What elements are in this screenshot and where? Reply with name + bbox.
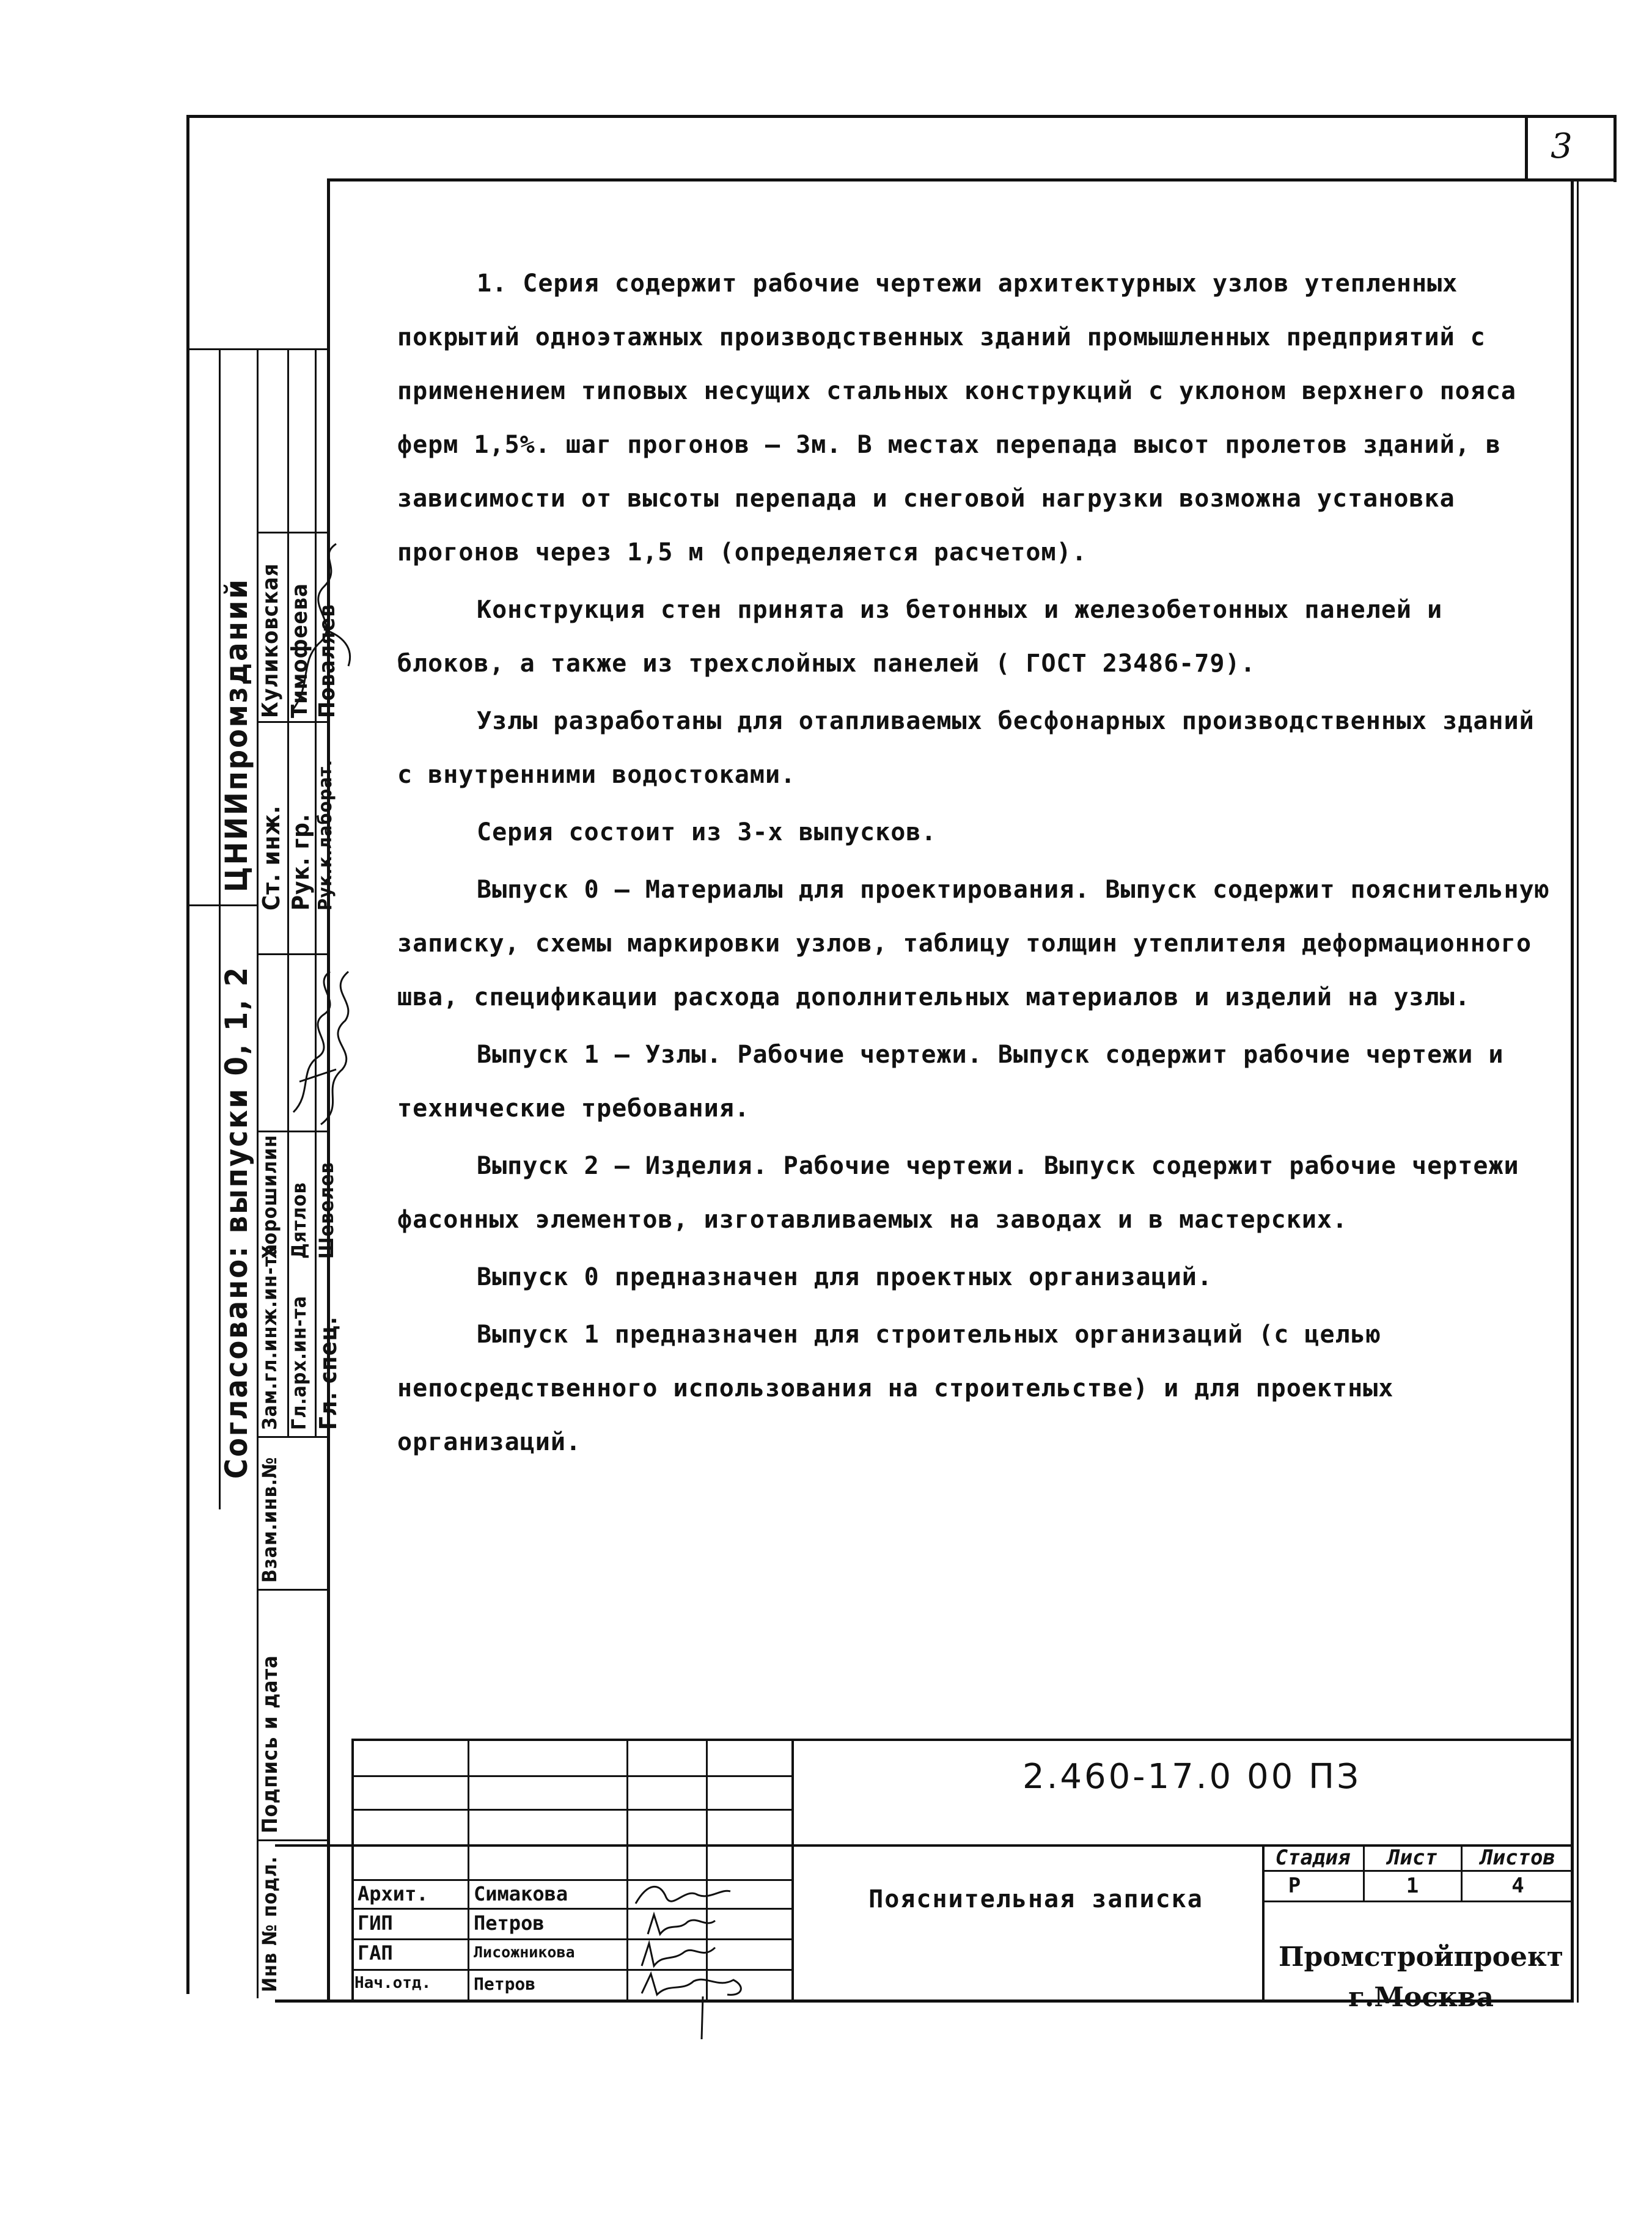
approval-header: Согласовано: выпуски 0, 1, 2 [219,965,254,1479]
name-povalyaev: Поваляев [315,604,340,718]
sheet-number: 3 [1551,126,1573,166]
approval-sep-9 [257,1839,327,1841]
role-st-inzh: Ст. инж. [258,805,285,911]
paragraph-1: 1. Серия содержит рабочие чертежи архитектурных узлов утепленных покрытий одноэтажных производственных зданий промышленных предприятий с применением типовых несущих стальных конструкций с уклоном верхнего пояса ферм 1,5%. шаг прогонов – 3м. В местах перепада высот пролетов зданий, в зависимости от высоты перепада и снеговой нагрузки возможна установка прогонов через 1,5 м (определяется расчетом). [397,269,1516,566]
approval-sep-1 [186,348,327,350]
name-petrov-2: Петров [474,1974,536,1994]
name-simakova: Симакова [474,1882,568,1905]
tb-top [351,1739,1574,1741]
doc-name: Пояснительная записка [868,1885,1203,1913]
approval-sep-3 [257,721,327,723]
signature-petrov-2 [636,1969,752,2042]
stamp-inv-no: Взам.инв.№ [258,1456,281,1583]
role-zam-gl-inzh: Зам.гл.инж.ин-та [258,1243,281,1430]
paragraph-2: Конструкция стен принята из бетонных и железобетонных панелей и блоков, а также из трехслойных панелей ( ГОСТ 23486-79). [397,596,1443,678]
name-dyatlov: Дятлов [287,1182,310,1259]
paragraph-3: Узлы разработаны для отапливаемых бесфонарных производственных зданий с внутренними водостоками. [397,707,1535,789]
role-arkhit: Архит. [358,1882,428,1905]
signature-approval-2 [315,966,364,1131]
approval-sep-2 [257,532,327,533]
approval-sep-4 [186,904,257,906]
role-nach-otd: Нач.отд. [354,1974,431,1992]
doc-code: 2.460-17.0 00 ПЗ [1022,1757,1362,1797]
name-petrov-1: Петров [474,1912,545,1935]
org-city: г.Москва [1348,1982,1494,2013]
signature-simakova [630,1876,733,1913]
inner-frame-right [1571,178,1574,2003]
sheets-value: 4 [1511,1874,1524,1898]
name-lisozhnikova: Лисожникова [474,1943,575,1961]
tb-v2 [468,1739,469,2001]
approval-sep-5 [257,953,327,955]
org-name: Промстройпроект [1278,1941,1564,1973]
name-shevelev: Шевелев [315,1162,338,1259]
approval-org: ЦНИИпромзданий [219,577,254,892]
signature-petrov-1 [642,1910,721,1940]
role-ruk-gr: Рук. гр. [287,813,314,911]
sheet-value: 1 [1406,1874,1419,1898]
role-gl-spec: Гл. спец. [315,1316,342,1430]
paragraph-6: Выпуск 1 – Узлы. Рабочие чертежи. Выпуск содержит рабочие чертежи и технические требования. [397,1041,1504,1123]
role-gl-arh: Гл.арх.ин-та [287,1295,310,1430]
inner-frame-right-ext [1577,178,1579,2003]
signature-lisozhnikova [636,1938,721,1972]
inner-frame-top [327,178,1617,181]
body-text [397,257,1558,1473]
organization [1268,1937,1574,2018]
paragraph-9: Выпуск 1 предназначен для строительных организаций (с целью непосредственного использования на строительстве) и для проектных организаций. [397,1321,1394,1456]
stamp-inv-orig: Инв № подл. [258,1856,281,1992]
paragraph-7: Выпуск 2 – Изделия. Рабочие чертежи. Выпуск содержит рабочие чертежи фасонных элементов, изготавливаемых на заводах и в мастерских. [397,1152,1519,1234]
name-timofeeva: Тимофеева [287,583,312,718]
role-gap: ГАП [358,1941,393,1965]
name-khoroshilin: Хорошилин [258,1134,281,1259]
paragraph-5: Выпуск 0 – Материалы для проектирования. Выпуск содержит пояснительную записку, схемы маркировки узлов, таблицу толщин утеплителя деформационного шва, спецификации расхода дополнительных материалов и изделий на узлы. [397,876,1550,1011]
approval-sep-8 [257,1589,327,1591]
stage-header: Стадия [1275,1846,1351,1870]
tb-h2 [351,1809,791,1811]
tb-v3 [626,1739,628,2001]
paragraph-4: Серия состоит из 3-х выпусков. [477,818,937,846]
tb-v1 [351,1739,354,2001]
outer-frame-top [186,115,1617,118]
signature-approval-3 [287,538,361,721]
tb-stage-h2 [1262,1901,1574,1902]
tb-h1 [351,1775,791,1777]
tb-v5 [791,1739,794,2001]
stage-value: Р [1288,1874,1301,1898]
sheets-header: Листов [1480,1846,1555,1870]
tb-h6 [351,1938,791,1940]
approval-sep-6 [257,1131,327,1132]
tb-stage-h1 [1262,1870,1574,1872]
outer-frame-right [1613,115,1617,182]
outer-frame-left [186,115,189,1994]
role-ruk-lab: Рук.к.лаборат. [315,759,336,911]
role-gip: ГИП [358,1912,393,1935]
approval-sep-7 [257,1436,327,1438]
paragraph-8: Выпуск 0 предназначен для проектных организаций. [477,1263,1213,1291]
sheet-header: Лист [1387,1846,1437,1870]
name-kulikovskaya: Куликовская [258,563,283,718]
stamp-sign-date: Подпись и дата [258,1655,282,1833]
